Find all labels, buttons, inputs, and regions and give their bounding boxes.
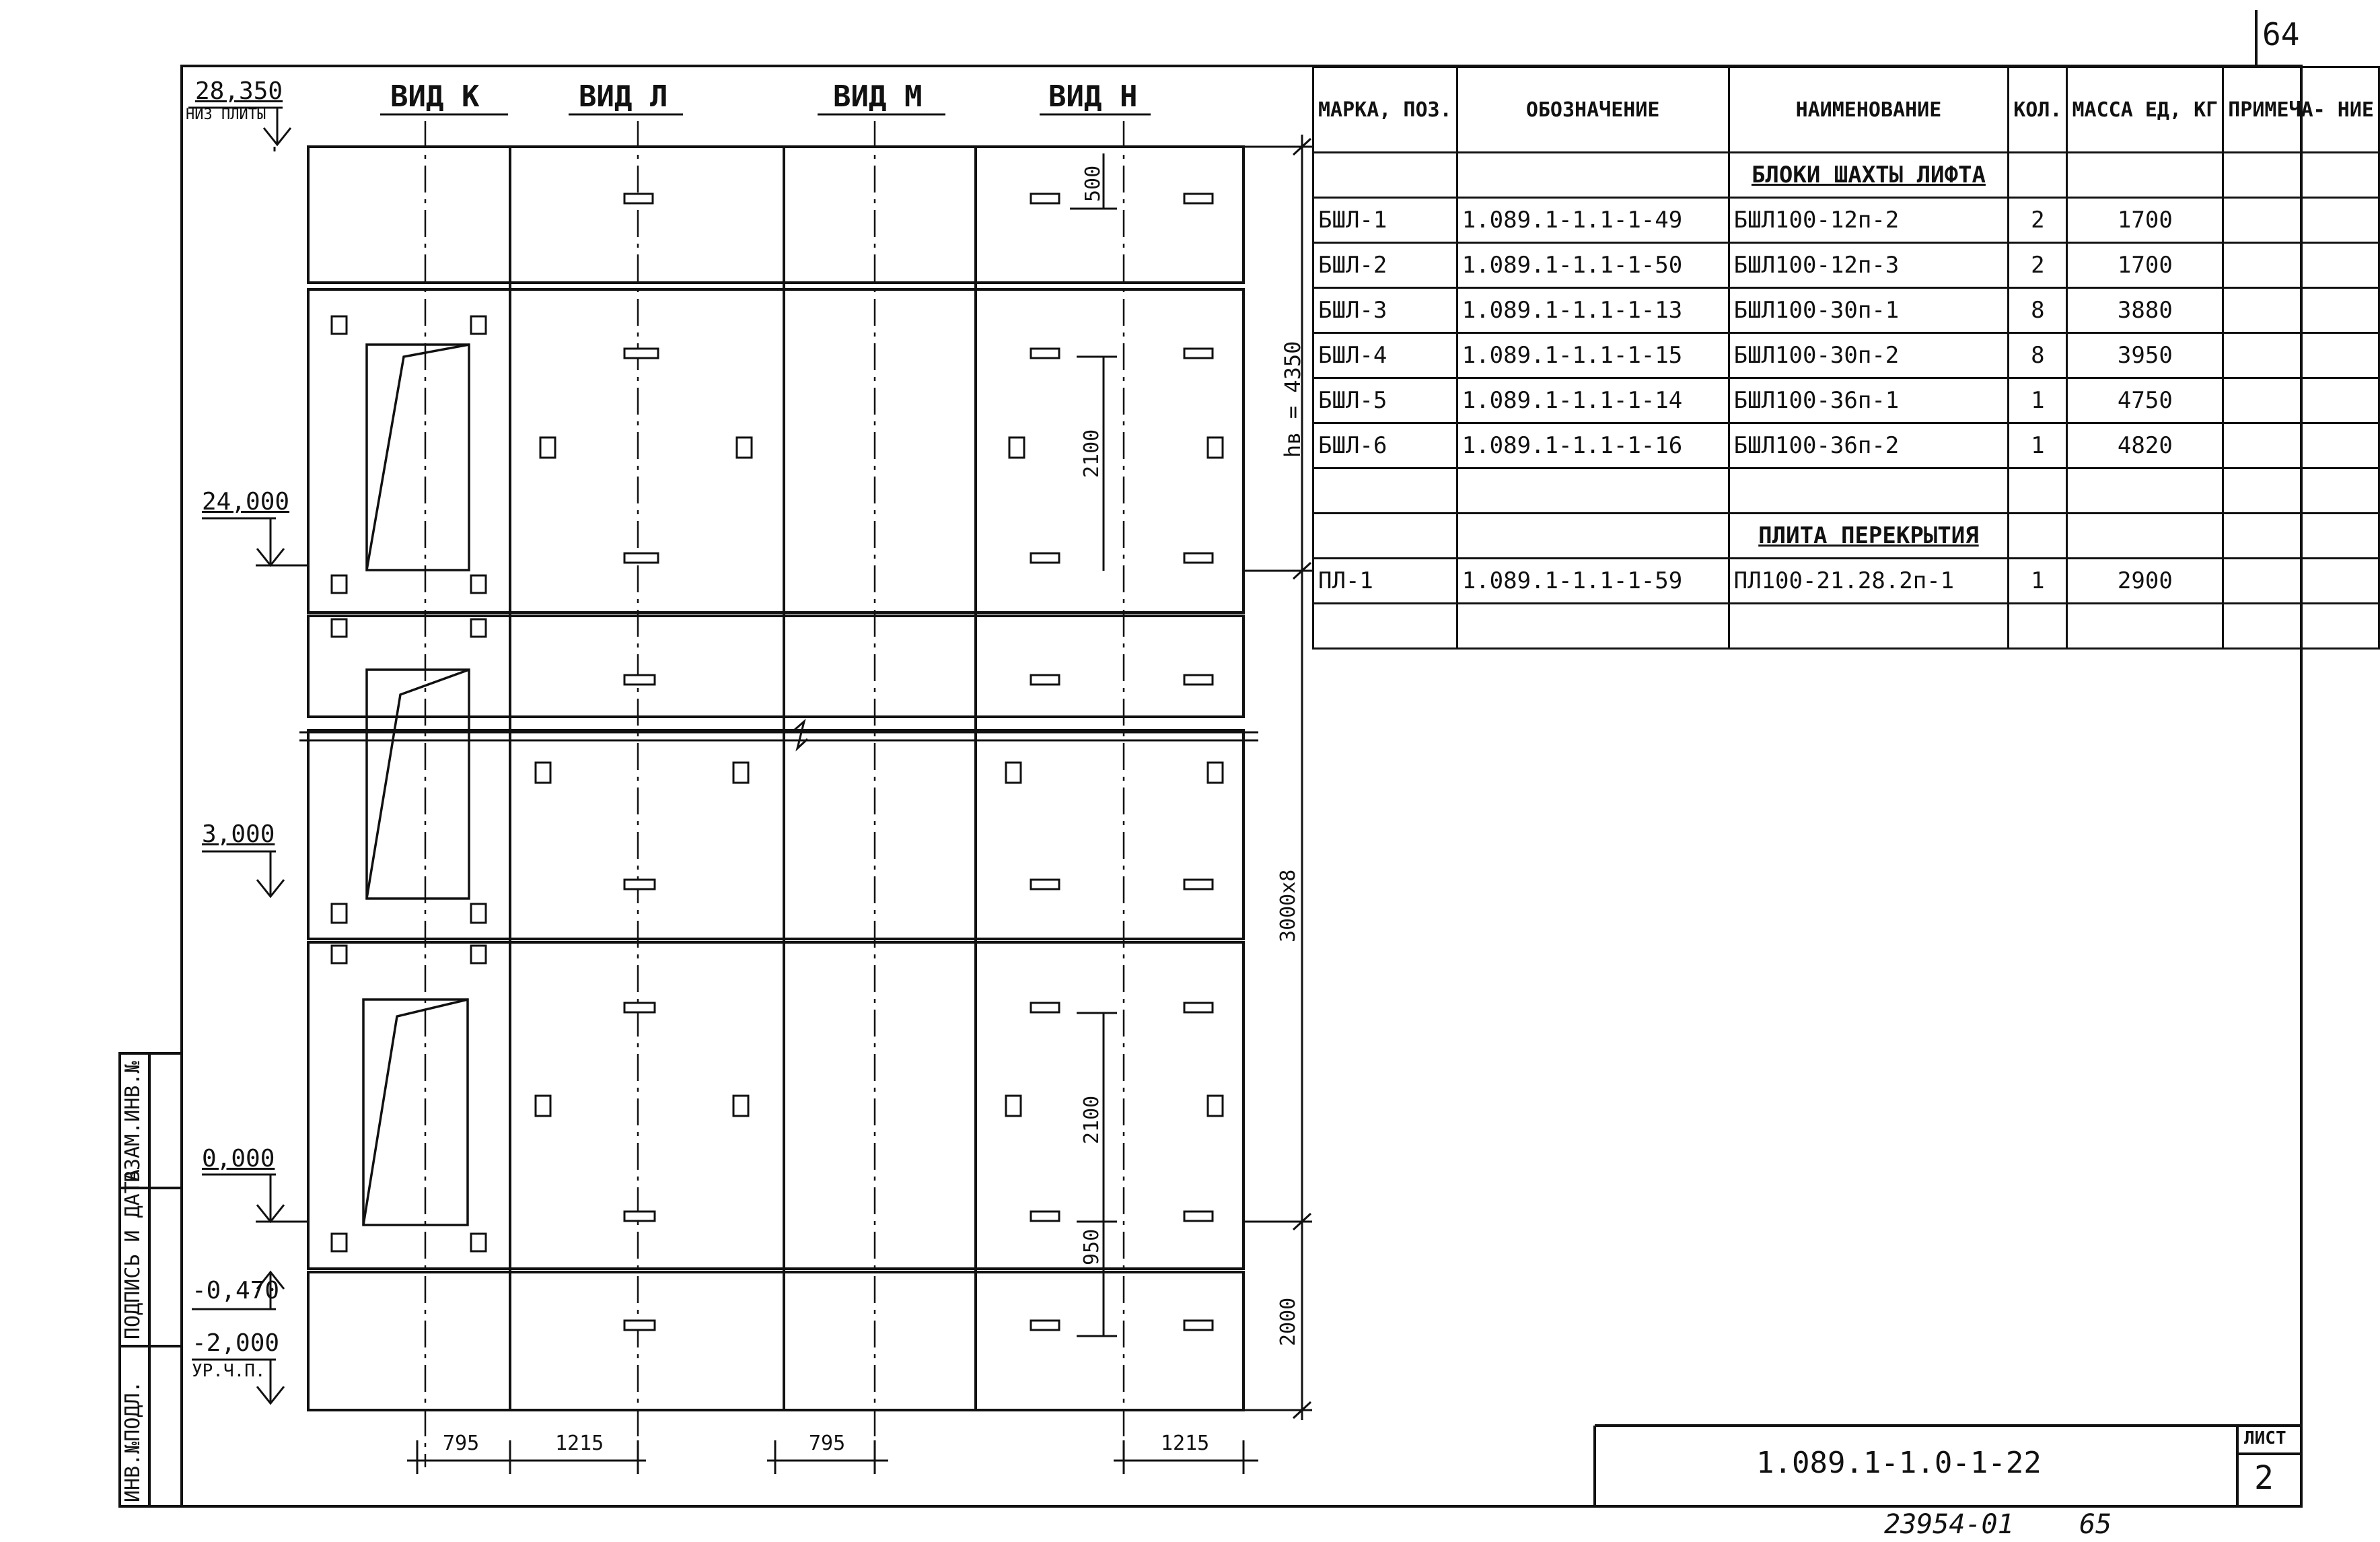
cell-designation: 1.089.1-1.1-1-50 bbox=[1457, 243, 1729, 288]
table-row bbox=[1313, 559, 2379, 604]
level-24000: 24,000 bbox=[202, 488, 290, 516]
dim-500: 500 bbox=[1081, 165, 1105, 202]
cell-name: ПЛ100-21.28.2п-1 bbox=[1729, 559, 2009, 604]
cell-name: БШЛ100-30п-2 bbox=[1729, 333, 2009, 378]
empty-row bbox=[1313, 604, 2379, 649]
view-n-title: ВИД Н bbox=[1048, 79, 1138, 114]
page-number: 64 bbox=[2262, 16, 2300, 52]
cell-mark: БШЛ-4 bbox=[1313, 333, 1457, 378]
cell-qty: 1 bbox=[2009, 378, 2067, 423]
dim-hb: hв = 4350 bbox=[1280, 341, 1305, 458]
section-floor-slab: ПЛИТА ПЕРЕКРЫТИЯ bbox=[1729, 514, 2009, 559]
empty-row bbox=[1313, 468, 2379, 514]
dim-1215-a: 1215 bbox=[555, 1432, 604, 1455]
cell-qty: 8 bbox=[2009, 333, 2067, 378]
dim-795-a: 795 bbox=[443, 1432, 480, 1455]
dim-1215-b: 1215 bbox=[1161, 1432, 1210, 1455]
level-markers bbox=[188, 108, 308, 1403]
level-top: 28,350 bbox=[195, 77, 283, 105]
section-row bbox=[1313, 153, 2379, 198]
header-qty: КОЛ. bbox=[2009, 67, 2067, 153]
cell-mark: БШЛ-6 bbox=[1313, 423, 1457, 468]
cell-designation: 1.089.1-1.1-1-14 bbox=[1457, 378, 1729, 423]
cell-mass: 1700 bbox=[2067, 198, 2223, 243]
cell-mark: БШЛ-2 bbox=[1313, 243, 1457, 288]
cell-mark: БШЛ-1 bbox=[1313, 198, 1457, 243]
cell-mark: БШЛ-5 bbox=[1313, 378, 1457, 423]
vertical-dimensions bbox=[1070, 135, 1312, 1420]
view-m-title: ВИД М bbox=[833, 79, 923, 114]
table-row bbox=[1313, 198, 2379, 243]
cell-mass: 4820 bbox=[2067, 423, 2223, 468]
cell-qty: 1 bbox=[2009, 423, 2067, 468]
specification-table bbox=[1312, 66, 2380, 650]
header-mass: МАССА ЕД, КГ bbox=[2067, 67, 2223, 153]
cell-mass: 2900 bbox=[2067, 559, 2223, 604]
cell-mass: 3950 bbox=[2067, 333, 2223, 378]
dim-2100-lower: 2100 bbox=[1080, 1095, 1104, 1144]
view-k-title: ВИД К bbox=[390, 79, 480, 114]
cell-qty: 8 bbox=[2009, 288, 2067, 333]
cell-name: БШЛ100-12п-2 bbox=[1729, 198, 2009, 243]
level-minus-0470: -0,470 bbox=[192, 1277, 280, 1304]
view-l-title: ВИД Л bbox=[579, 79, 668, 114]
level-top-note: НИЗ ПЛИТЫ bbox=[186, 106, 266, 123]
cell-qty: 2 bbox=[2009, 198, 2067, 243]
dim-950: 950 bbox=[1080, 1228, 1104, 1265]
header-note: ПРИМЕЧА- НИЕ bbox=[2223, 67, 2379, 153]
cell-designation: 1.089.1-1.1-1-59 bbox=[1457, 559, 1729, 604]
drawing-code: 1.089.1-1.0-1-22 bbox=[1756, 1446, 2042, 1480]
sheet-number: 2 bbox=[2254, 1459, 2274, 1497]
section-shaft-blocks: БЛОКИ ШАХТЫ ЛИФТА bbox=[1729, 153, 2009, 198]
header-name: НАИМЕНОВАНИЕ bbox=[1729, 67, 2009, 153]
cell-name: БШЛ100-12п-3 bbox=[1729, 243, 2009, 288]
table-row bbox=[1313, 333, 2379, 378]
cell-designation: 1.089.1-1.1-1-15 bbox=[1457, 333, 1729, 378]
cell-designation: 1.089.1-1.1-1-13 bbox=[1457, 288, 1729, 333]
cell-mass: 3880 bbox=[2067, 288, 2223, 333]
table-row bbox=[1313, 423, 2379, 468]
handwritten-archive-no: 23954-01 bbox=[1884, 1509, 2014, 1540]
dim-795-b: 795 bbox=[809, 1432, 846, 1455]
table-header-row bbox=[1313, 67, 2379, 153]
dim-3000x8: 3000x8 bbox=[1276, 869, 1300, 942]
stamp-sign-date: ПОДПИСЬ И ДАТА bbox=[121, 1169, 145, 1339]
stamp-vzam: ВЗАМ.ИНВ.№ bbox=[121, 1061, 145, 1183]
dim-2100-upper: 2100 bbox=[1080, 429, 1104, 478]
door-openings bbox=[363, 345, 469, 1225]
table-row bbox=[1313, 288, 2379, 333]
level-0000: 0,000 bbox=[202, 1145, 275, 1172]
level-minus-2000-note: УР.Ч.П. bbox=[192, 1361, 266, 1381]
cell-mark: БШЛ-3 bbox=[1313, 288, 1457, 333]
cell-name: БШЛ100-36п-1 bbox=[1729, 378, 2009, 423]
table-row bbox=[1313, 378, 2379, 423]
section-row bbox=[1313, 514, 2379, 559]
header-mark: МАРКА, ПОЗ. bbox=[1313, 67, 1457, 153]
cell-mark: ПЛ-1 bbox=[1313, 559, 1457, 604]
cell-name: БШЛ100-30п-1 bbox=[1729, 288, 2009, 333]
stamp-inv-no: ИНВ.№ПОДЛ. bbox=[121, 1380, 145, 1502]
dim-2000: 2000 bbox=[1276, 1297, 1300, 1346]
cell-name: БШЛ100-36п-2 bbox=[1729, 423, 2009, 468]
sheet-label: ЛИСТ bbox=[2244, 1428, 2286, 1448]
cell-mass: 1700 bbox=[2067, 243, 2223, 288]
level-3000: 3,000 bbox=[202, 820, 275, 848]
embedded-parts bbox=[332, 194, 1223, 1330]
cell-qty: 1 bbox=[2009, 559, 2067, 604]
header-designation: ОБОЗНАЧЕНИЕ bbox=[1457, 67, 1729, 153]
cell-mass: 4750 bbox=[2067, 378, 2223, 423]
cell-designation: 1.089.1-1.1-1-49 bbox=[1457, 198, 1729, 243]
level-minus-2000: -2,000 bbox=[192, 1329, 280, 1357]
cell-qty: 2 bbox=[2009, 243, 2067, 288]
cell-designation: 1.089.1-1.1-1-16 bbox=[1457, 423, 1729, 468]
handwritten-page: 65 bbox=[2079, 1509, 2112, 1540]
table-row bbox=[1313, 243, 2379, 288]
